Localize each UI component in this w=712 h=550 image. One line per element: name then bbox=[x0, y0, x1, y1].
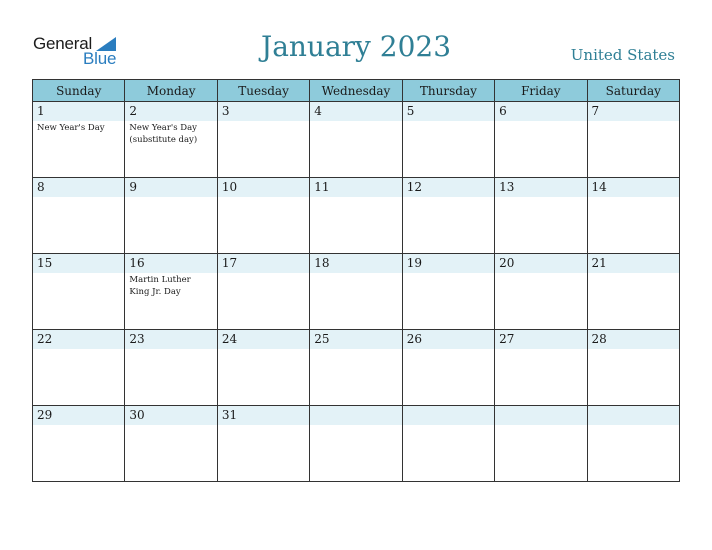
week-row bbox=[33, 254, 680, 330]
day-number: 18 bbox=[310, 254, 401, 273]
day-number: 4 bbox=[310, 102, 401, 121]
week-row bbox=[33, 102, 680, 178]
weekday-header: Tuesday bbox=[217, 80, 309, 102]
day-cell bbox=[587, 102, 679, 178]
day-number: 11 bbox=[310, 178, 401, 197]
day-number: 28 bbox=[588, 330, 679, 349]
day-cell bbox=[125, 102, 217, 178]
day-cell bbox=[310, 330, 402, 406]
day-cell bbox=[495, 178, 587, 254]
day-number bbox=[588, 406, 679, 425]
day-cell bbox=[402, 330, 494, 406]
day-number: 10 bbox=[218, 178, 309, 197]
day-number: 29 bbox=[33, 406, 124, 425]
day-cell bbox=[587, 178, 679, 254]
day-number bbox=[495, 406, 586, 425]
weekday-header: Friday bbox=[495, 80, 587, 102]
day-number bbox=[310, 406, 401, 425]
day-number: 26 bbox=[403, 330, 494, 349]
day-number: 12 bbox=[403, 178, 494, 197]
day-number: 8 bbox=[33, 178, 124, 197]
weekday-header: Saturday bbox=[587, 80, 679, 102]
day-number: 17 bbox=[218, 254, 309, 273]
day-number: 31 bbox=[218, 406, 309, 425]
day-cell bbox=[33, 102, 125, 178]
day-cell bbox=[125, 178, 217, 254]
day-number: 3 bbox=[218, 102, 309, 121]
day-cell bbox=[495, 406, 587, 482]
weekday-header-row bbox=[33, 80, 680, 102]
weekday-header: Monday bbox=[125, 80, 217, 102]
day-number: 15 bbox=[33, 254, 124, 273]
day-cell bbox=[310, 254, 402, 330]
day-number: 7 bbox=[588, 102, 679, 121]
weekday-header: Wednesday bbox=[310, 80, 402, 102]
day-number: 9 bbox=[125, 178, 216, 197]
day-cell bbox=[310, 406, 402, 482]
day-cell bbox=[402, 102, 494, 178]
day-cell bbox=[33, 406, 125, 482]
logo-text-blue: Blue bbox=[83, 49, 117, 68]
week-row bbox=[33, 406, 680, 482]
day-number: 19 bbox=[403, 254, 494, 273]
day-number: 24 bbox=[218, 330, 309, 349]
day-number: 6 bbox=[495, 102, 586, 121]
weekday-header: Thursday bbox=[402, 80, 494, 102]
day-cell bbox=[495, 102, 587, 178]
day-number: 30 bbox=[125, 406, 216, 425]
day-number: 16 bbox=[125, 254, 216, 273]
holiday-label: New Year's Day bbox=[37, 123, 105, 133]
day-number: 23 bbox=[125, 330, 216, 349]
holiday-label: New Year's Day (substitute day) bbox=[129, 123, 198, 145]
day-number: 5 bbox=[403, 102, 494, 121]
day-number: 20 bbox=[495, 254, 586, 273]
day-cell bbox=[587, 330, 679, 406]
day-cell bbox=[33, 330, 125, 406]
day-cell bbox=[402, 178, 494, 254]
day-number: 27 bbox=[495, 330, 586, 349]
day-cell bbox=[495, 330, 587, 406]
day-cell bbox=[125, 406, 217, 482]
day-cell bbox=[402, 254, 494, 330]
day-cell bbox=[402, 406, 494, 482]
holiday-label: Martin Luther King Jr. Day bbox=[129, 275, 191, 297]
week-row bbox=[33, 178, 680, 254]
day-cell bbox=[217, 406, 309, 482]
day-cell bbox=[217, 178, 309, 254]
day-cell bbox=[125, 330, 217, 406]
day-cell bbox=[217, 102, 309, 178]
day-number: 14 bbox=[588, 178, 679, 197]
day-cell bbox=[587, 254, 679, 330]
day-number bbox=[403, 406, 494, 425]
day-cell bbox=[217, 330, 309, 406]
day-cell bbox=[33, 254, 125, 330]
week-row bbox=[33, 330, 680, 406]
day-cell bbox=[125, 254, 217, 330]
logo-text-general: General bbox=[33, 34, 93, 53]
day-number: 22 bbox=[33, 330, 124, 349]
day-number: 21 bbox=[588, 254, 679, 273]
day-cell bbox=[310, 102, 402, 178]
day-number: 1 bbox=[33, 102, 124, 121]
day-cell bbox=[33, 178, 125, 254]
weekday-header: Sunday bbox=[33, 80, 125, 102]
day-cell bbox=[310, 178, 402, 254]
calendar-grid bbox=[32, 79, 680, 482]
day-number: 2 bbox=[125, 102, 216, 121]
day-cell bbox=[217, 254, 309, 330]
day-number: 25 bbox=[310, 330, 401, 349]
day-number: 13 bbox=[495, 178, 586, 197]
day-cell bbox=[587, 406, 679, 482]
day-cell bbox=[495, 254, 587, 330]
country-label: United States bbox=[570, 46, 675, 64]
calendar-title: January 2023 bbox=[260, 30, 452, 63]
